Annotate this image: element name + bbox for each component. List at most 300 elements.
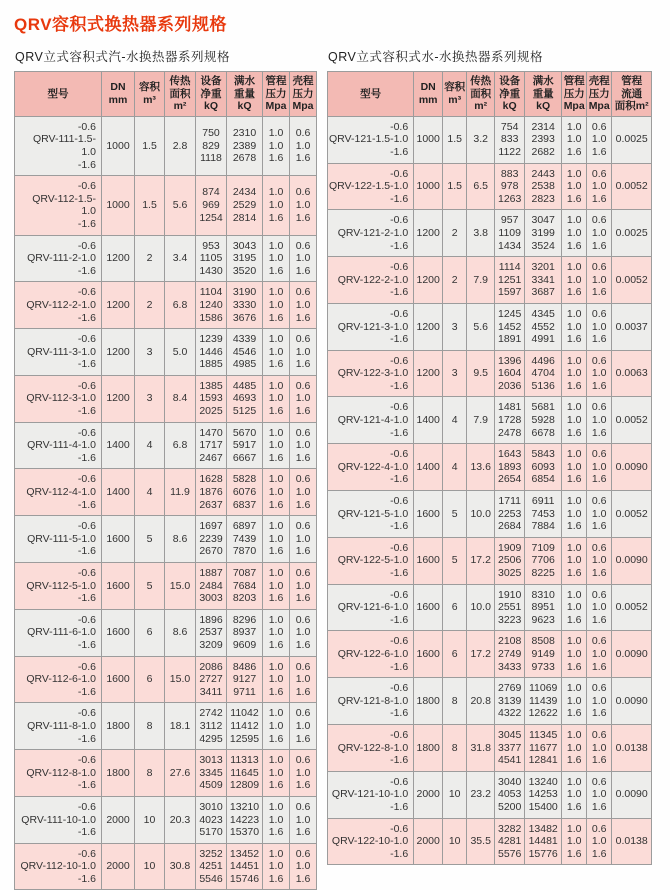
cell-line: 1.0 xyxy=(268,439,284,452)
cell-model xyxy=(15,750,102,797)
cell-shell_pressure xyxy=(290,656,317,703)
cell-full_weight xyxy=(227,176,263,235)
cell-line: 1.0 xyxy=(268,766,284,779)
cell-line: 1.6 xyxy=(566,379,582,392)
cell-line: 1.0 xyxy=(566,588,582,601)
cell-model xyxy=(15,796,102,843)
cell-line: 7453 xyxy=(531,507,555,520)
column-header-volume xyxy=(443,72,467,117)
cell-line: 1.6 xyxy=(591,520,607,533)
cell-line: QRV-112-10-1.0 xyxy=(20,860,96,873)
cell-model xyxy=(328,163,414,210)
cell-line: -0.6 xyxy=(390,167,409,180)
cell-line: 1.6 xyxy=(591,754,607,767)
spec-row xyxy=(328,163,652,210)
cell-line: 1.0 xyxy=(566,414,582,427)
cell-line: 3252 xyxy=(199,847,223,860)
cell-line: 0.6 xyxy=(591,822,607,835)
cell-line: QRV-112-6-1.0 xyxy=(26,673,96,686)
cell-model xyxy=(15,116,102,175)
cell-line: 1.6 xyxy=(295,826,311,839)
cell-line: -0.6 xyxy=(390,214,409,227)
cell-line: 1.0 xyxy=(566,460,582,473)
cell-flow_area: 0.0090 xyxy=(612,631,652,678)
cell-line: 12595 xyxy=(229,732,260,745)
cell-dn: 1000 xyxy=(414,163,443,210)
cell-shell_pressure xyxy=(587,444,612,491)
cell-tube_pressure xyxy=(562,724,587,771)
column-header-net_weight xyxy=(196,72,227,117)
cell-model xyxy=(15,375,102,422)
cell-line: -1.6 xyxy=(390,145,409,158)
cell-model xyxy=(15,422,102,469)
cell-flow_area: 0.0063 xyxy=(612,350,652,397)
cell-line: 1.0 xyxy=(566,448,582,461)
cell-net_weight xyxy=(495,350,525,397)
cell-line: 2529 xyxy=(232,199,257,212)
cell-line: 0.6 xyxy=(591,682,607,695)
cell-line: 11677 xyxy=(528,741,558,754)
cell-area: 3.4 xyxy=(165,235,196,282)
cell-line: 12841 xyxy=(528,754,558,767)
cell-area: 11.9 xyxy=(165,469,196,516)
cell-line: -0.6 xyxy=(77,847,96,860)
cell-line: -0.6 xyxy=(77,379,96,392)
header-line: 重量 xyxy=(234,87,255,100)
spec-row xyxy=(15,422,317,469)
water-water-table-header xyxy=(328,72,652,117)
cell-line: QRV-111-3-1.0 xyxy=(27,345,96,358)
column-header-shell_pressure xyxy=(587,72,612,117)
cell-dn: 1600 xyxy=(102,516,135,563)
cell-line: 5576 xyxy=(498,847,522,860)
cell-line: QRV-122-6-1.0 xyxy=(337,647,409,660)
cell-line: -1.6 xyxy=(77,264,96,277)
cell-line: 1481 xyxy=(498,401,522,414)
cell-line: 1122 xyxy=(498,145,521,158)
cell-line: 1.6 xyxy=(268,405,284,418)
cell-line: 1.0 xyxy=(591,414,607,427)
cell-line: 1.0 xyxy=(566,507,582,520)
cell-line: 1891 xyxy=(498,333,522,346)
cell-area: 30.8 xyxy=(165,843,196,890)
cell-line: 1.0 xyxy=(566,167,582,180)
header-line: 压力 xyxy=(563,87,585,100)
cell-line: 5843 xyxy=(531,448,555,461)
cell-full_weight xyxy=(227,609,263,656)
cell-line: 2678 xyxy=(232,152,257,165)
cell-line: 1.0 xyxy=(591,647,607,660)
cell-area: 3.2 xyxy=(467,116,495,163)
cell-line: 0.6 xyxy=(295,754,311,767)
cell-line: 1.0 xyxy=(566,320,582,333)
cell-line: -1.6 xyxy=(390,847,409,860)
cell-tube_pressure xyxy=(562,584,587,631)
cell-line: 3003 xyxy=(199,592,223,605)
cell-shell_pressure xyxy=(587,584,612,631)
cell-tube_pressure xyxy=(263,656,290,703)
header-line: 设备 xyxy=(499,75,521,87)
cell-line: 1470 xyxy=(199,426,223,439)
cell-line: -0.6 xyxy=(77,567,96,579)
cell-line: 9127 xyxy=(232,673,257,686)
cell-net_weight xyxy=(196,282,227,329)
cell-line: 11345 xyxy=(528,728,558,741)
cell-shell_pressure xyxy=(290,329,317,376)
header-line: m² xyxy=(474,100,488,113)
cell-line: 1434 xyxy=(498,239,522,252)
header-line: 流通 xyxy=(621,87,643,100)
cell-line: 14451 xyxy=(229,860,260,873)
cell-volume: 8 xyxy=(443,724,467,771)
cell-line: -1.6 xyxy=(390,613,409,626)
cell-net_weight xyxy=(196,329,227,376)
cell-model xyxy=(15,656,102,703)
cell-line: 7087 xyxy=(232,567,257,579)
cell-line: QRV-122-4-1.0 xyxy=(337,460,409,473)
cell-line: 5546 xyxy=(199,872,223,885)
cell-shell_pressure xyxy=(587,724,612,771)
cell-line: 1.6 xyxy=(566,145,582,158)
cell-volume: 2 xyxy=(135,282,165,329)
cell-line: 0.6 xyxy=(295,567,311,579)
header-line: 设备 xyxy=(200,75,222,87)
cell-line: 13452 xyxy=(229,847,260,860)
cell-line: 833 xyxy=(500,133,519,146)
cell-area: 8.6 xyxy=(165,609,196,656)
cell-line: -1.6 xyxy=(390,754,409,767)
water-water-table-body xyxy=(328,116,652,865)
column-header-dn xyxy=(102,72,135,117)
cell-line: -0.6 xyxy=(77,754,96,767)
spec-row xyxy=(15,656,317,703)
cell-line: QRV-111-6-1.0 xyxy=(27,626,96,639)
cell-line: 1105 xyxy=(199,252,223,265)
cell-line: 1.0 xyxy=(268,567,284,579)
cell-line: 0.6 xyxy=(295,426,311,439)
header-line: mm xyxy=(418,93,438,106)
cell-full_weight xyxy=(227,375,263,422)
cell-area: 9.5 xyxy=(467,350,495,397)
cell-line: 2434 xyxy=(232,186,257,199)
cell-line: 1118 xyxy=(200,152,222,165)
cell-line: -1.6 xyxy=(77,826,96,839)
cell-line: 1.0 xyxy=(81,145,96,158)
cell-line: 1.0 xyxy=(566,261,582,274)
cell-line: 3199 xyxy=(531,226,555,239)
cell-line: 1.6 xyxy=(591,567,607,579)
cell-net_weight xyxy=(495,724,525,771)
cell-line: 1.0 xyxy=(295,626,311,639)
cell-line: 0.6 xyxy=(295,186,311,199)
header-line: 净重 xyxy=(200,87,222,100)
cell-line: 1.0 xyxy=(268,139,284,152)
cell-line: 9733 xyxy=(531,660,555,673)
cell-line: QRV-112-2-1.0 xyxy=(26,298,96,311)
cell-line: 957 xyxy=(500,214,519,227)
cell-line: 1.0 xyxy=(268,660,284,673)
cell-net_weight xyxy=(495,210,525,257)
cell-flow_area: 0.0138 xyxy=(612,724,652,771)
cell-line: 1.6 xyxy=(295,685,311,698)
cell-area: 5.6 xyxy=(467,303,495,350)
cell-line: 1.6 xyxy=(295,358,311,371)
cell-full_weight xyxy=(525,303,562,350)
cell-line: 1.0 xyxy=(566,635,582,648)
cell-line: 0.6 xyxy=(295,847,311,860)
cell-line: 1.6 xyxy=(268,779,284,792)
cell-area: 6.8 xyxy=(165,282,196,329)
cell-shell_pressure xyxy=(587,631,612,678)
cell-line: 1.0 xyxy=(268,186,284,199)
cell-dn: 1600 xyxy=(414,491,443,538)
cell-line: QRV-112-3-1.0 xyxy=(26,392,96,405)
cell-tube_pressure xyxy=(562,444,587,491)
cell-model xyxy=(328,678,414,725)
cell-volume: 10 xyxy=(135,796,165,843)
cell-line: 8508 xyxy=(531,635,555,648)
cell-model xyxy=(328,116,414,163)
cell-area: 7.9 xyxy=(467,257,495,304)
cell-line: 0.6 xyxy=(295,127,311,140)
spec-row xyxy=(15,609,317,656)
cell-line: 1.0 xyxy=(295,298,311,311)
cell-line: 0.6 xyxy=(591,120,607,133)
cell-line: QRV-111-1.5- xyxy=(32,133,96,146)
spec-row xyxy=(15,703,317,750)
cell-line: 4251 xyxy=(199,860,223,873)
cell-line: -0.6 xyxy=(390,541,409,554)
cell-line: 2670 xyxy=(199,545,223,558)
cell-line: 1251 xyxy=(498,273,522,286)
spec-row xyxy=(15,796,317,843)
cell-volume: 6 xyxy=(443,584,467,631)
cell-volume: 1.5 xyxy=(135,176,165,235)
steam-water-table-body xyxy=(15,116,317,890)
cell-line: 0.6 xyxy=(295,800,311,813)
spec-row xyxy=(15,235,317,282)
cell-line: 2682 xyxy=(531,145,555,158)
cell-net_weight xyxy=(196,703,227,750)
cell-line: 1.0 xyxy=(295,579,311,592)
cell-line: 1.0 xyxy=(295,719,311,732)
cell-line: 1.0 xyxy=(268,860,284,873)
cell-line: 1.0 xyxy=(591,273,607,286)
cell-line: -1.6 xyxy=(77,158,96,171)
column-header-full_weight xyxy=(227,72,263,117)
cell-line: 1.0 xyxy=(268,579,284,592)
cell-model xyxy=(328,303,414,350)
cell-line: 2749 xyxy=(498,647,522,660)
cell-line: 1.0 xyxy=(566,775,582,788)
spec-row xyxy=(328,350,652,397)
header-line: 面积 xyxy=(169,87,191,100)
cell-line: 1.6 xyxy=(268,498,284,511)
cell-line: 3040 xyxy=(498,775,522,788)
cell-line: 1.6 xyxy=(566,286,582,299)
cell-line: 1239 xyxy=(199,333,223,346)
cell-line: 1.6 xyxy=(295,451,311,464)
cell-shell_pressure xyxy=(587,350,612,397)
cell-dn: 1600 xyxy=(102,563,135,610)
cell-line: 8310 xyxy=(531,588,555,601)
cell-line: 1254 xyxy=(199,211,223,224)
cell-line: 15370 xyxy=(229,826,260,839)
spec-row xyxy=(15,176,317,235)
cell-flow_area: 0.0052 xyxy=(612,584,652,631)
cell-volume: 8 xyxy=(135,750,165,797)
cell-area: 20.8 xyxy=(467,678,495,725)
cell-line: 14223 xyxy=(229,813,260,826)
cell-net_weight xyxy=(196,235,227,282)
cell-net_weight xyxy=(495,491,525,538)
cell-line: 1.6 xyxy=(591,473,607,486)
cell-line: 6076 xyxy=(232,486,257,499)
cell-line: QRV-121-4-1.0 xyxy=(337,414,409,427)
cell-line: 1.0 xyxy=(591,133,607,146)
spec-row xyxy=(328,491,652,538)
cell-line: -0.6 xyxy=(77,333,96,346)
cell-line: -1.6 xyxy=(77,545,96,558)
cell-line: 1.0 xyxy=(591,788,607,801)
cell-area: 15.0 xyxy=(165,563,196,610)
column-header-tube_pressure xyxy=(263,72,290,117)
cell-line: 1.6 xyxy=(566,520,582,533)
header-line: Mpa xyxy=(265,100,287,113)
cell-line: 6678 xyxy=(531,426,555,439)
cell-line: 8296 xyxy=(232,613,257,626)
cell-line: 4693 xyxy=(232,392,257,405)
cell-model xyxy=(15,469,102,516)
cell-line: 15776 xyxy=(528,847,558,860)
spec-row xyxy=(328,771,652,818)
cell-line: 7109 xyxy=(531,541,555,554)
cell-line: -0.6 xyxy=(77,473,96,486)
cell-line: 1.0 xyxy=(268,333,284,346)
cell-flow_area: 0.0090 xyxy=(612,771,652,818)
header-line: kQ xyxy=(536,100,551,113)
cell-shell_pressure xyxy=(587,257,612,304)
cell-model xyxy=(15,843,102,890)
header-line: Mpa xyxy=(292,100,314,113)
cell-full_weight xyxy=(525,116,562,163)
cell-tube_pressure xyxy=(263,176,290,235)
cell-line: 3676 xyxy=(232,311,257,324)
cell-model xyxy=(328,257,414,304)
cell-model xyxy=(328,444,414,491)
cell-line: 5928 xyxy=(531,414,555,427)
cell-line: -1.6 xyxy=(390,239,409,252)
cell-line: 1.6 xyxy=(295,498,311,511)
water-water-section xyxy=(327,47,652,865)
cell-tube_pressure xyxy=(263,282,290,329)
cell-line: 3341 xyxy=(531,273,555,286)
cell-line: QRV-122-1.5-1.0 xyxy=(329,180,409,193)
cell-line: 0.6 xyxy=(295,379,311,392)
cell-line: 1.0 xyxy=(268,199,284,212)
cell-tube_pressure xyxy=(263,329,290,376)
cell-volume: 3 xyxy=(443,350,467,397)
cell-line: -0.6 xyxy=(390,120,409,133)
cell-line: 5681 xyxy=(531,401,555,414)
cell-line: 1.6 xyxy=(295,638,311,651)
cell-line: 1.0 xyxy=(566,835,582,848)
cell-line: 1.6 xyxy=(295,405,311,418)
cell-line: QRV-121-5-1.0 xyxy=(337,507,409,520)
water-water-subtitle: QRV立式容积式水-水换热器系列规格 xyxy=(328,50,544,64)
cell-line: 883 xyxy=(500,167,519,180)
cell-area: 8.6 xyxy=(165,516,196,563)
cell-line: 6911 xyxy=(531,495,555,508)
cell-line: 1.6 xyxy=(268,545,284,558)
cell-line: 2684 xyxy=(498,520,522,533)
cell-line: QRV-121-8-1.0 xyxy=(337,694,409,707)
cell-line: -0.6 xyxy=(77,520,96,533)
cell-line: 2310 xyxy=(232,127,257,140)
cell-tube_pressure xyxy=(562,116,587,163)
cell-flow_area: 0.0090 xyxy=(612,678,652,725)
cell-line: 2239 xyxy=(199,532,223,545)
header-line: 净重 xyxy=(499,87,521,100)
column-header-model xyxy=(15,72,102,117)
cell-model xyxy=(15,563,102,610)
cell-line: -1.6 xyxy=(77,358,96,371)
cell-line: 1.0 xyxy=(268,719,284,732)
cell-line: 1.6 xyxy=(268,358,284,371)
cell-dn: 1400 xyxy=(414,444,443,491)
cell-line: 1104 xyxy=(199,286,223,299)
cell-line: 1711 xyxy=(498,495,521,508)
cell-line: -1.6 xyxy=(390,520,409,533)
cell-tube_pressure xyxy=(263,843,290,890)
cell-line: 3195 xyxy=(232,252,257,265)
cell-line: QRV-111-4-1.0 xyxy=(27,439,96,452)
column-header-model xyxy=(328,72,414,117)
cell-line: 1245 xyxy=(498,307,522,320)
header-line: m³ xyxy=(448,93,462,106)
cell-line: 0.6 xyxy=(295,239,311,252)
cell-line: -1.6 xyxy=(390,426,409,439)
cell-line: 7706 xyxy=(531,554,555,567)
cell-line: -1.6 xyxy=(77,311,96,324)
cell-line: 5200 xyxy=(498,800,522,813)
cell-full_weight xyxy=(227,796,263,843)
cell-line: 8951 xyxy=(531,601,555,614)
cell-dn: 2000 xyxy=(414,771,443,818)
cell-dn: 1000 xyxy=(102,116,135,175)
cell-line: QRV-122-3-1.0 xyxy=(337,367,409,380)
cell-volume: 4 xyxy=(443,397,467,444)
cell-line: 2538 xyxy=(531,180,555,193)
cell-full_weight xyxy=(525,678,562,725)
spec-row xyxy=(328,397,652,444)
cell-line: 1.6 xyxy=(566,239,582,252)
cell-line: QRV-112-4-1.0 xyxy=(26,486,96,499)
cell-line: 1263 xyxy=(498,192,522,205)
cell-line: 1.0 xyxy=(295,139,311,152)
cell-volume: 1.5 xyxy=(443,163,467,210)
header-line: 壳程 xyxy=(292,75,314,87)
spec-row xyxy=(328,210,652,257)
cell-dn: 1200 xyxy=(414,257,443,304)
cell-line: -1.6 xyxy=(77,217,96,230)
cell-dn: 2000 xyxy=(414,818,443,865)
cell-shell_pressure xyxy=(290,843,317,890)
cell-line: 1.0 xyxy=(566,682,582,695)
column-header-full_weight xyxy=(525,72,562,117)
cell-line: 2253 xyxy=(498,507,522,520)
cell-line: 0.6 xyxy=(591,307,607,320)
